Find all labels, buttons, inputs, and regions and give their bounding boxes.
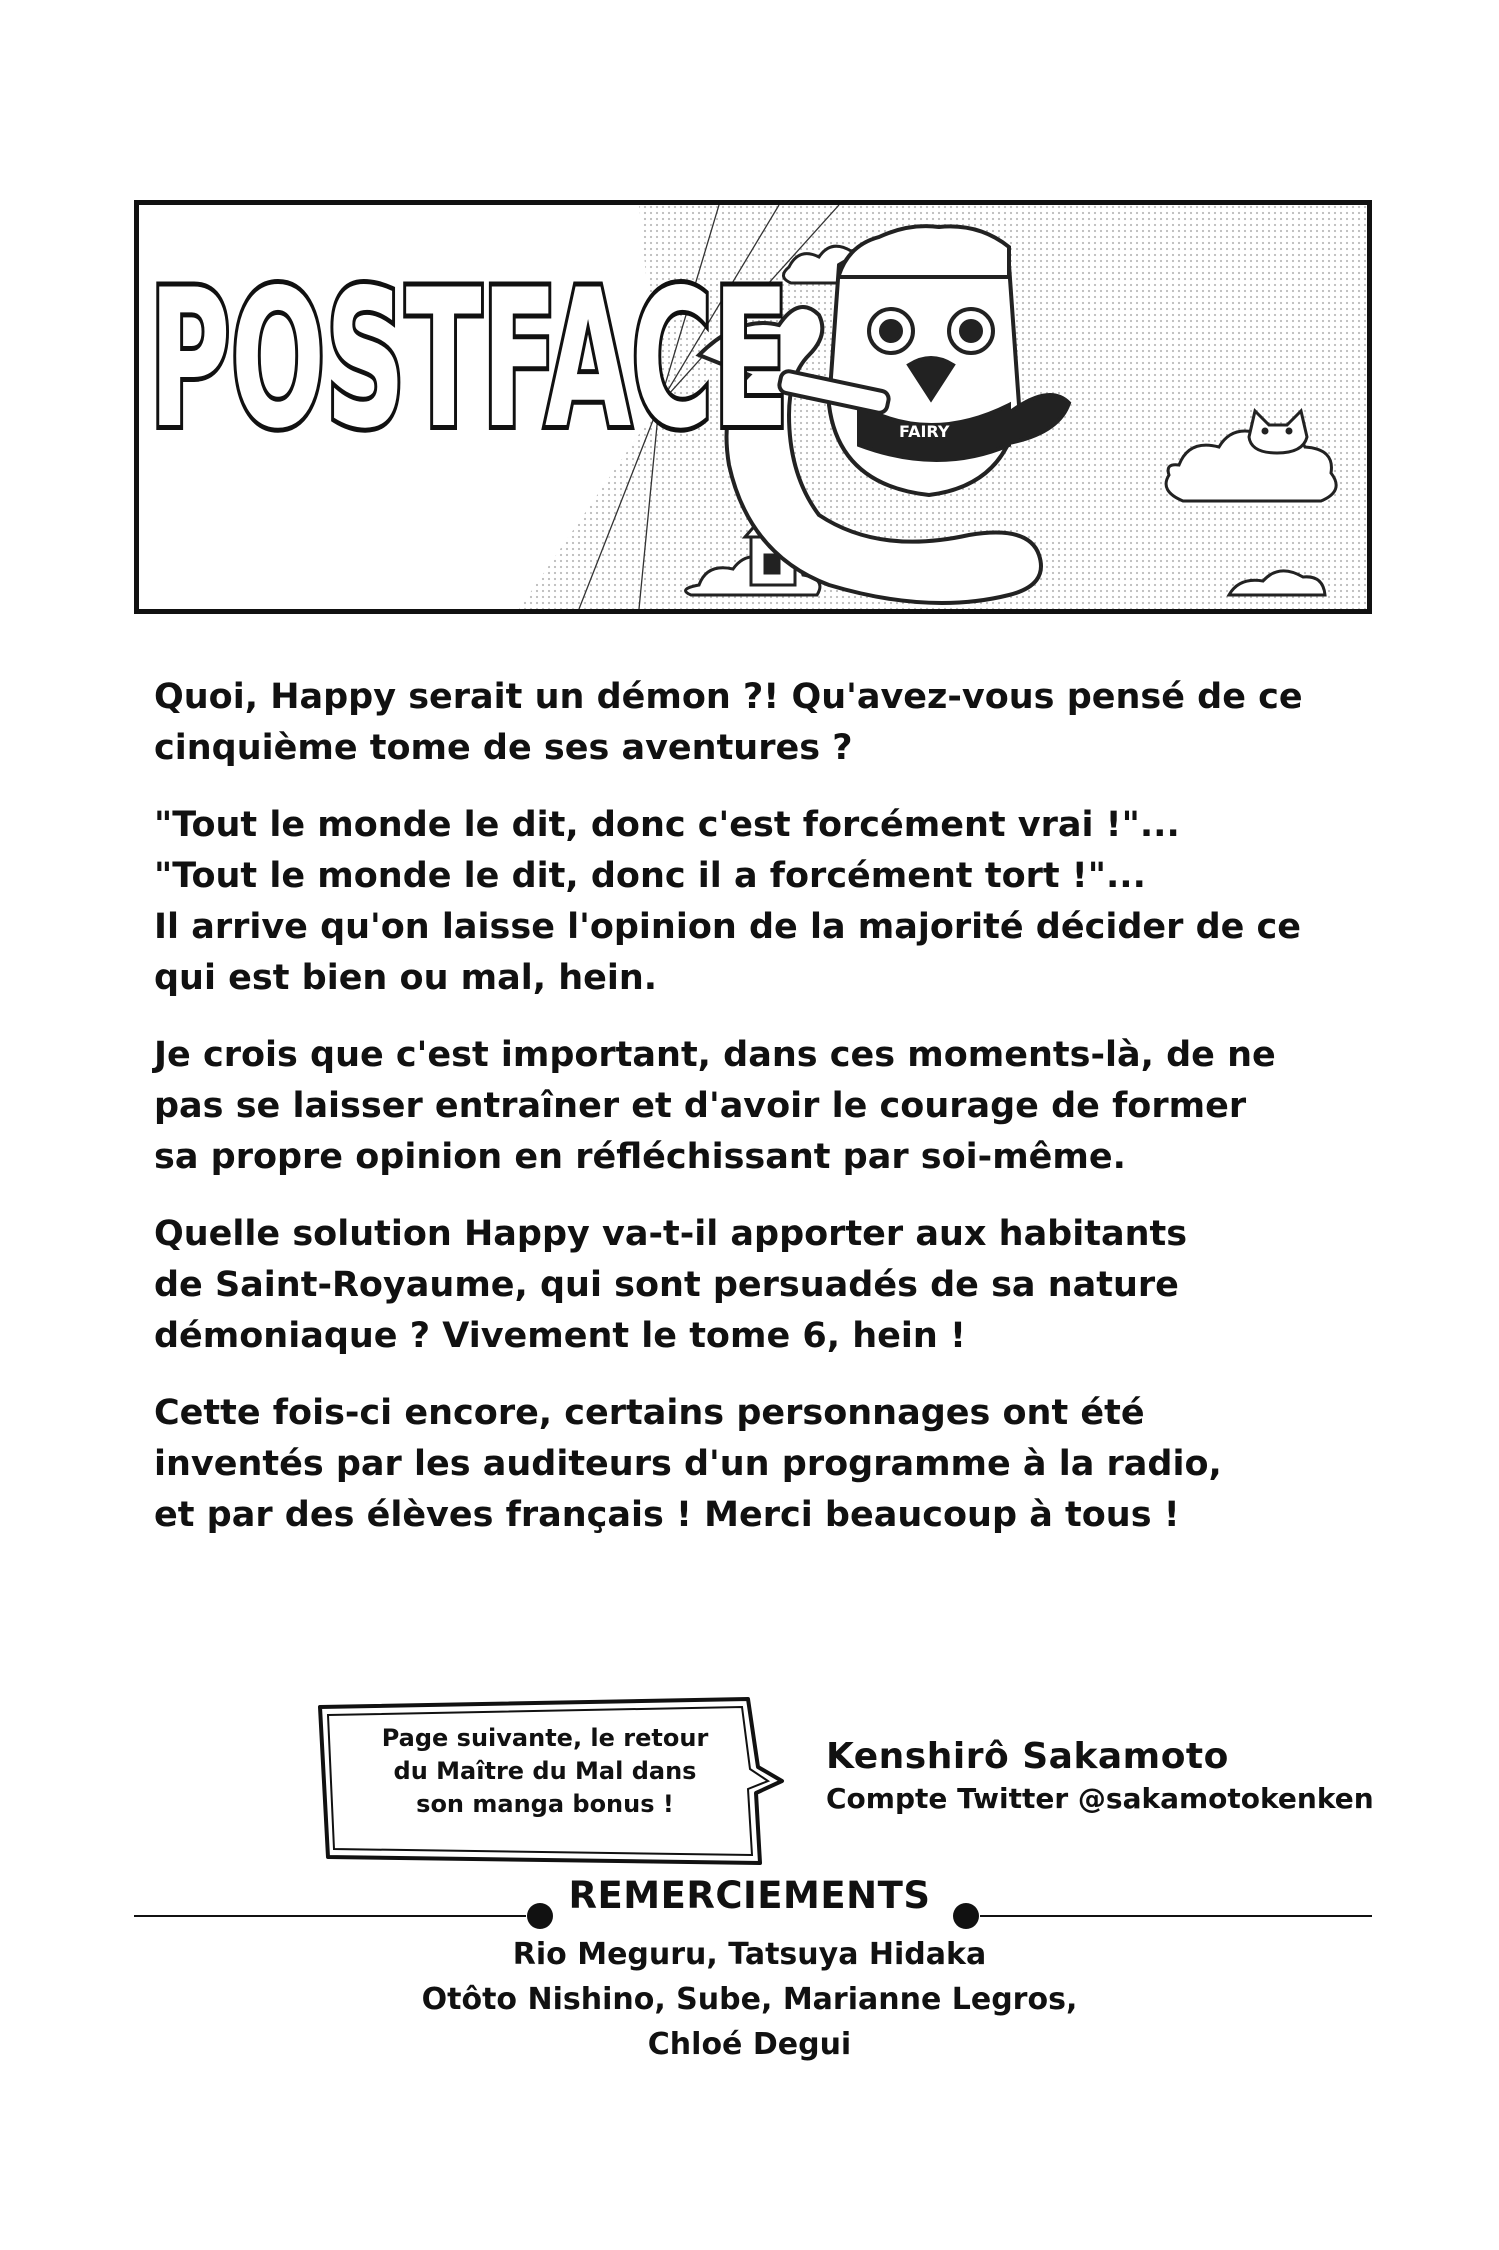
paragraph: Quelle solution Happy va-t-il apporter aux habitants de Saint-Royaume, qui sont persuadés de sa nature démoniaque ? Vivement le tome 6, hein ! xyxy=(154,1214,1188,1356)
bag-label: FAIRY xyxy=(899,422,950,441)
author-block xyxy=(826,1735,1374,1819)
postface-banner xyxy=(134,200,1372,614)
author-name: Kenshirô Sakamoto xyxy=(826,1736,1229,1777)
thanks-names: Rio Meguru, Tatsuya Hidaka Otôto Nishino, Sube, Marianne Legros, Chloé Degui xyxy=(421,1937,1078,2062)
author-twitter: Compte Twitter @sakamotokenken xyxy=(826,1782,1374,1815)
banner-title-text: POSTFACE xyxy=(149,249,789,465)
thanks-heading: REMERCIEMENTS xyxy=(568,1874,931,1917)
postface-body xyxy=(154,672,1354,1567)
postface-title xyxy=(139,205,799,465)
paragraph: Quoi, Happy serait un démon ?! Qu'avez-vous pensé de ce cinquième tome de ses aventures ? xyxy=(154,677,1303,768)
paragraph: Cette fois-ci encore, certains personnages ont été inventés par les auditeurs d'un programme à la radio, et par des élèves français ! Merci beaucoup à tous ! xyxy=(154,1393,1222,1535)
callout-text: Page suivante, le retour du Maître du Mal dans son manga bonus ! xyxy=(381,1724,709,1818)
paragraph: Je crois que c'est important, dans ces moments-là, de ne pas se laisser entraîner et d'avoir le courage de former sa propre opinion en réfléchissant par soi-même. xyxy=(154,1035,1276,1177)
paragraph: "Tout le monde le dit, donc c'est forcément vrai !"... "Tout le monde le dit, donc il a forcément tort !"... Il arrive qu'on laisse l'opinion de la majorité décider de ce qui est bien ou mal, hein. xyxy=(154,805,1302,998)
